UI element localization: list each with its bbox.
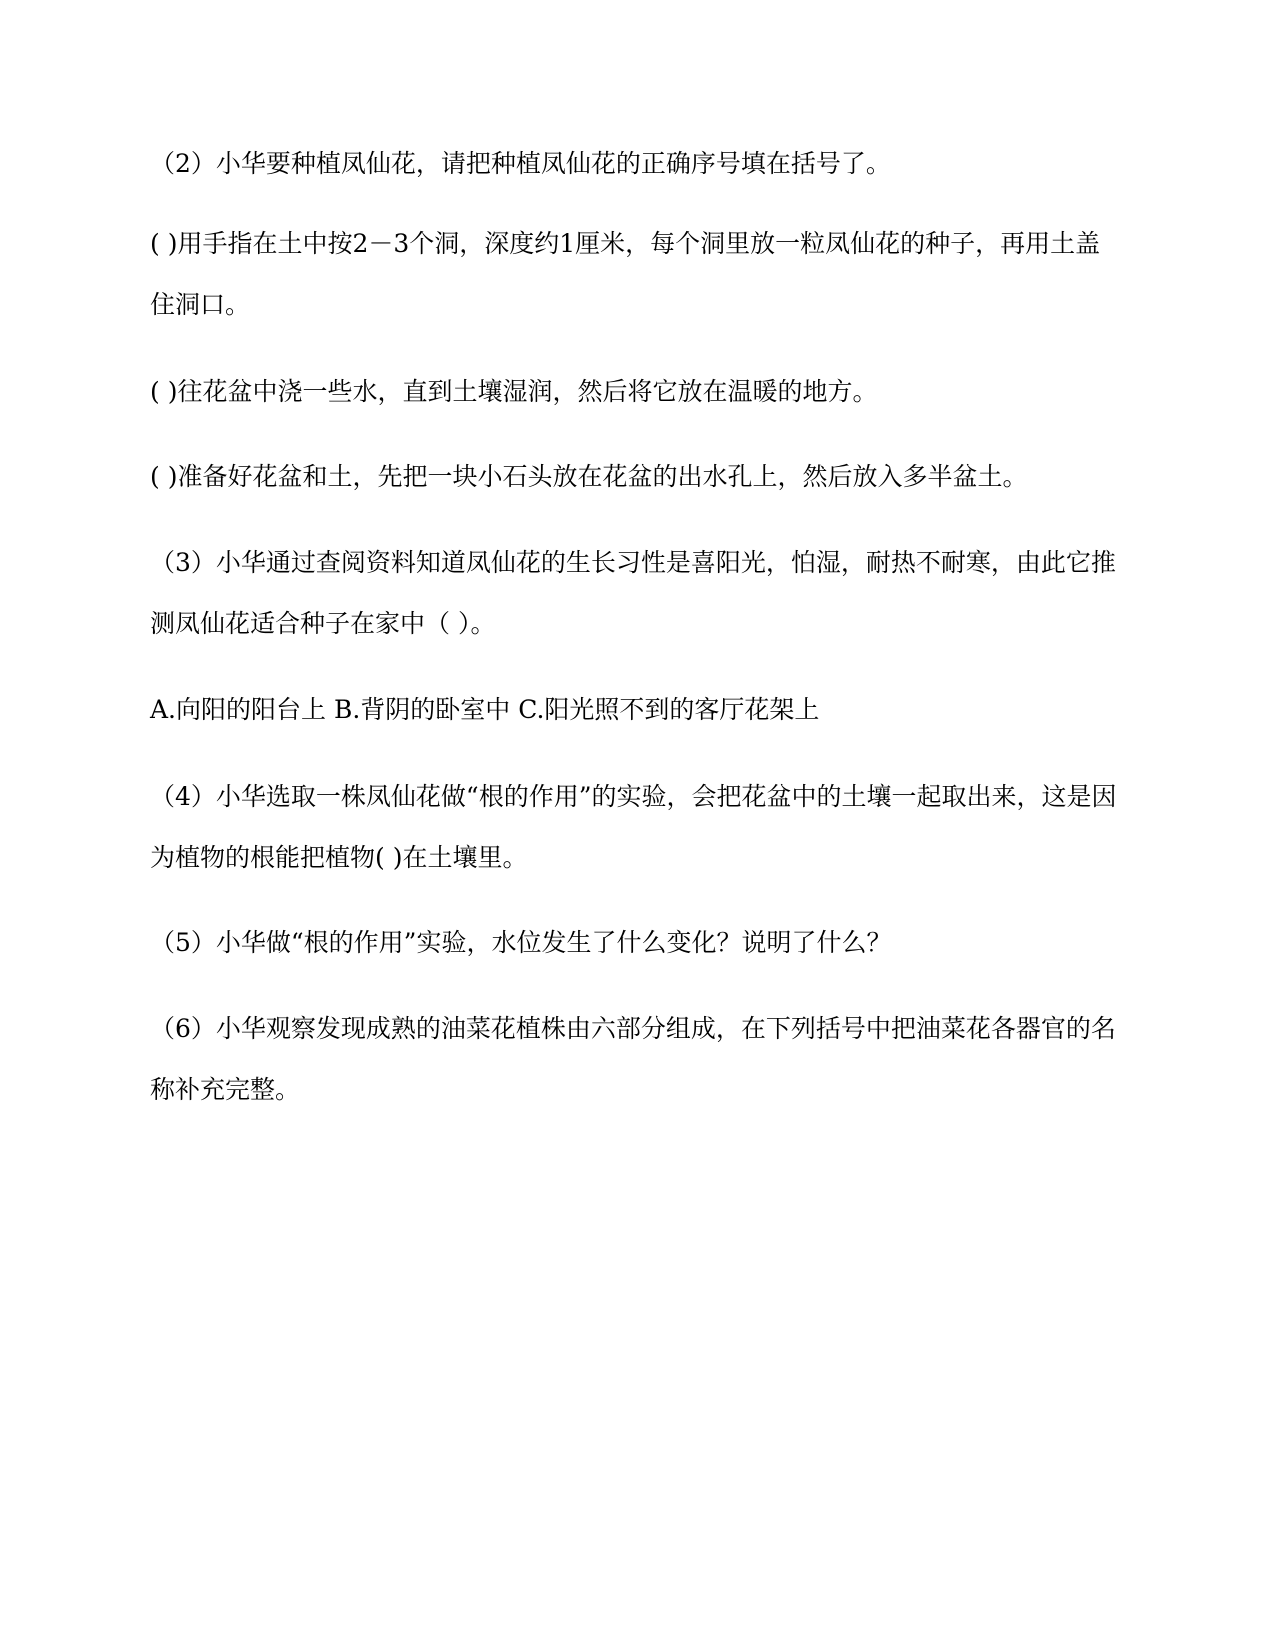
step-blank-1-line-1: ( )用手指在土中按2－3个洞，深度约1厘米，每个洞里放一粒凤仙花的种子，再用土盖 — [150, 229, 1101, 258]
question-6-prompt-line-1: （6）小华观察发现成熟的油菜花植株由六部分组成，在下列括号中把油菜花各器官的名 — [150, 1014, 1116, 1043]
question-4-prompt-line-2: 为植物的根能把植物( )在土壤里。 — [150, 843, 528, 872]
question-2-prompt: （2）小华要种植凤仙花，请把种植凤仙花的正确序号填在括号了。 — [150, 149, 891, 178]
step-blank-1-line-2: 住洞口。 — [150, 290, 251, 319]
question-4-prompt-line-1: （4）小华选取一株凤仙花做“根的作用”的实验，会把花盆中的土壤一起取出来，这是因 — [150, 782, 1117, 811]
question-5-prompt: （5）小华做“根的作用”实验，水位发生了什么变化？说明了什么？ — [150, 928, 892, 957]
step-blank-3: ( )准备好花盆和土，先把一块小石头放在花盆的出水孔上，然后放入多半盆土。 — [150, 462, 1028, 491]
question-3-prompt-line-2: 测凤仙花适合种子在家中（ ）。 — [150, 609, 496, 638]
step-blank-2: ( )往花盆中浇一些水，直到土壤湿润，然后将它放在温暖的地方。 — [150, 377, 878, 406]
question-3-options: A.向阳的阳台上 B.背阴的卧室中 C.阳光照不到的客厅花架上 — [150, 695, 820, 724]
question-3-prompt-line-1: （3）小华通过查阅资料知道凤仙花的生长习性是喜阳光，怕湿，耐热不耐寒，由此它推 — [150, 548, 1116, 577]
question-6-prompt-line-2: 称补充完整。 — [150, 1075, 301, 1104]
